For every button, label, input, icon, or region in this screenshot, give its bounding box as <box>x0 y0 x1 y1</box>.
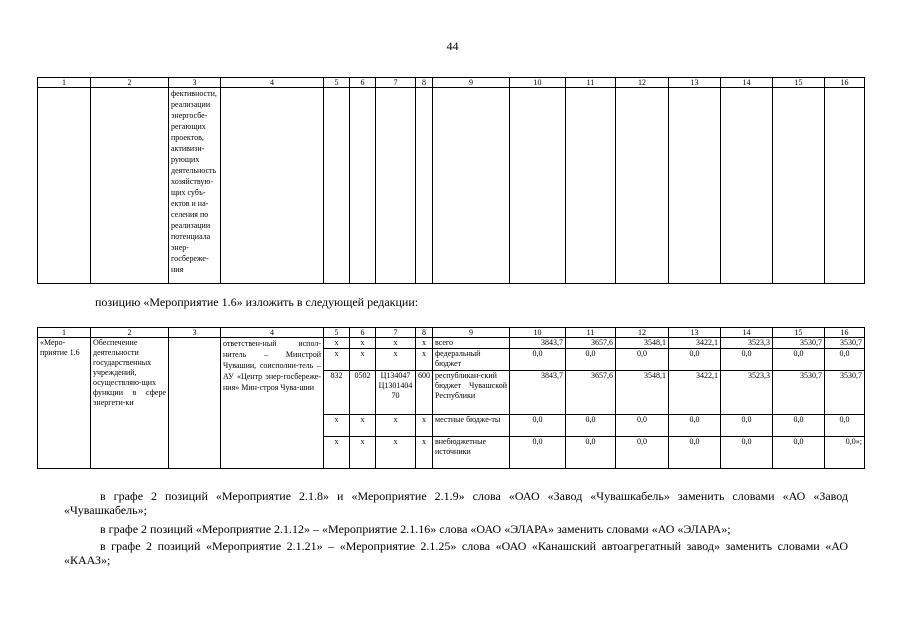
value-cell: 0,0 <box>669 415 721 437</box>
measure-description-cell: Обеспечение деятельности государственных учреждений, осуществляю-щих функции в сфере энергети-ки <box>91 338 169 469</box>
paragraph-text: в графе 2 позиций «Мероприятие 2.1.21» – «Мероприятие 2.1.25» слова «ОАО «Канашский автоагрегатный завод» заменить словами «АО «КААЗ»; <box>64 539 848 567</box>
paragraph-text: в графе 2 позиций «Мероприятие 2.1.12» – «Мероприятие 2.1.16» слова «ОАО «ЭЛАРА» заменить словами «АО «ЭЛАРА»; <box>100 522 731 536</box>
paragraph <box>64 489 848 517</box>
header-cell: 6 <box>350 328 376 338</box>
value-cell: 3422,1 <box>669 338 721 349</box>
header-cell: 7 <box>376 78 416 88</box>
header-cell: 14 <box>721 328 773 338</box>
value-cell: 3530,7 <box>825 371 865 415</box>
cell: 0502 <box>350 371 376 415</box>
header-cell: 5 <box>324 328 350 338</box>
table1-col3-text: фективности, реализации энергосбе- регающих проектов, активизи- рующих деятельность хозяйствую- щих субъ- ектов и на- селения по реализации потенциала энер- госбереже- ния <box>169 88 221 284</box>
value-cell: 0,0 <box>825 415 865 437</box>
header-cell: 11 <box>566 78 616 88</box>
cell: x <box>350 349 376 371</box>
cell: x <box>376 349 416 371</box>
header-cell: 10 <box>510 328 566 338</box>
value-cell: 3843,7 <box>510 371 566 415</box>
header-cell: 15 <box>773 78 825 88</box>
value-cell: 0,0 <box>566 349 616 371</box>
value-cell: 0,0 <box>773 349 825 371</box>
empty-cell <box>169 338 221 469</box>
table1-header-row <box>38 78 865 88</box>
header-cell: 8 <box>416 328 433 338</box>
cell: x <box>350 338 376 349</box>
header-cell: 4 <box>221 328 324 338</box>
header-cell: 6 <box>350 78 376 88</box>
funding-source-cell: внебюджетные источники <box>433 437 510 469</box>
value-cell: 0,0 <box>566 415 616 437</box>
header-cell: 1 <box>38 78 91 88</box>
funding-source-cell: республикан-ский бюджет Чувашской Республики <box>433 371 510 415</box>
value-cell: 0,0 <box>825 349 865 371</box>
cell: 600 <box>416 371 433 415</box>
table-measure-1-6 <box>37 327 865 469</box>
value-cell: 0,0 <box>616 349 669 371</box>
table1-body-row <box>38 88 865 284</box>
value-cell: 0,0 <box>616 415 669 437</box>
cell: x <box>350 415 376 437</box>
paragraph <box>64 539 848 567</box>
header-cell: 13 <box>669 78 721 88</box>
value-cell: 0,0 <box>773 415 825 437</box>
cell: x <box>376 338 416 349</box>
header-cell: 16 <box>825 78 865 88</box>
value-cell: 0,0 <box>510 415 566 437</box>
value-cell: 0,0 <box>669 349 721 371</box>
value-cell: 0,0 <box>616 437 669 469</box>
value-cell: 3548,1 <box>616 338 669 349</box>
header-cell: 12 <box>616 328 669 338</box>
cell: x <box>324 437 350 469</box>
cell: x <box>324 349 350 371</box>
header-cell: 3 <box>169 78 221 88</box>
cell: x <box>416 338 433 349</box>
funding-source-cell: местные бюдже-ты <box>433 415 510 437</box>
header-cell: 8 <box>416 78 433 88</box>
value-cell: 3530,7 <box>773 338 825 349</box>
intro-text: позицию «Мероприятие 1.6» изложить в следующей редакции: <box>95 295 419 309</box>
header-cell: 2 <box>91 78 169 88</box>
header-cell: 16 <box>825 328 865 338</box>
value-cell: 3657,6 <box>566 338 616 349</box>
header-cell: 4 <box>221 78 324 88</box>
cell: 832 <box>324 371 350 415</box>
cell: x <box>376 415 416 437</box>
header-cell: 5 <box>324 78 350 88</box>
cell: x <box>416 349 433 371</box>
header-cell: 1 <box>38 328 91 338</box>
value-cell: 0,0»; <box>825 437 865 469</box>
table-continuation <box>37 77 865 284</box>
header-cell: 9 <box>433 78 510 88</box>
cell: x <box>324 415 350 437</box>
cell: x <box>376 437 416 469</box>
header-cell: 2 <box>91 328 169 338</box>
value-cell: 0,0 <box>721 415 773 437</box>
value-cell: 3523,3 <box>721 338 773 349</box>
value-cell: 0,0 <box>566 437 616 469</box>
value-cell: 3530,7 <box>773 371 825 415</box>
value-cell: 3523,3 <box>721 371 773 415</box>
header-cell: 13 <box>669 328 721 338</box>
header-cell: 7 <box>376 328 416 338</box>
funding-source-cell: всего <box>433 338 510 349</box>
paragraph-text: в графе 2 позиций «Мероприятие 2.1.8» и «Мероприятие 2.1.9» слова «ОАО «Завод «Чувашкабель» заменить словами «АО «Завод «Чувашкабель»; <box>64 489 848 517</box>
paragraph <box>64 522 848 536</box>
header-cell: 14 <box>721 78 773 88</box>
value-cell: 0,0 <box>669 437 721 469</box>
funding-source-cell: федеральный бюджет <box>433 349 510 371</box>
page-number: 44 <box>446 39 459 53</box>
value-cell: 0,0 <box>721 349 773 371</box>
cell: x <box>416 437 433 469</box>
cell: x <box>324 338 350 349</box>
cell: x <box>350 437 376 469</box>
table-row <box>38 338 865 349</box>
value-cell: 0,0 <box>510 349 566 371</box>
executor-cell: ответствен-ный испол-нитель – Минстрой Чувашии, соисполни-тель – АУ «Центр энер-госбереже-ния» Мин-строя Чува-шии <box>221 338 324 469</box>
header-cell: 9 <box>433 328 510 338</box>
header-cell: 15 <box>773 328 825 338</box>
value-cell: 3422,1 <box>669 371 721 415</box>
header-cell: 10 <box>510 78 566 88</box>
header-cell: 3 <box>169 328 221 338</box>
value-cell: 0,0 <box>721 437 773 469</box>
cell: Ц134047 Ц1301404 70 <box>376 371 416 415</box>
header-cell: 12 <box>616 78 669 88</box>
measure-name-cell: «Меро-приятие 1.6 <box>38 338 91 469</box>
value-cell: 0,0 <box>510 437 566 469</box>
value-cell: 3843,7 <box>510 338 566 349</box>
table2-header-row <box>38 328 865 338</box>
header-cell: 11 <box>566 328 616 338</box>
value-cell: 3657,6 <box>566 371 616 415</box>
value-cell: 3530,7 <box>825 338 865 349</box>
value-cell: 3548,1 <box>616 371 669 415</box>
cell: x <box>416 415 433 437</box>
value-cell: 0,0 <box>773 437 825 469</box>
